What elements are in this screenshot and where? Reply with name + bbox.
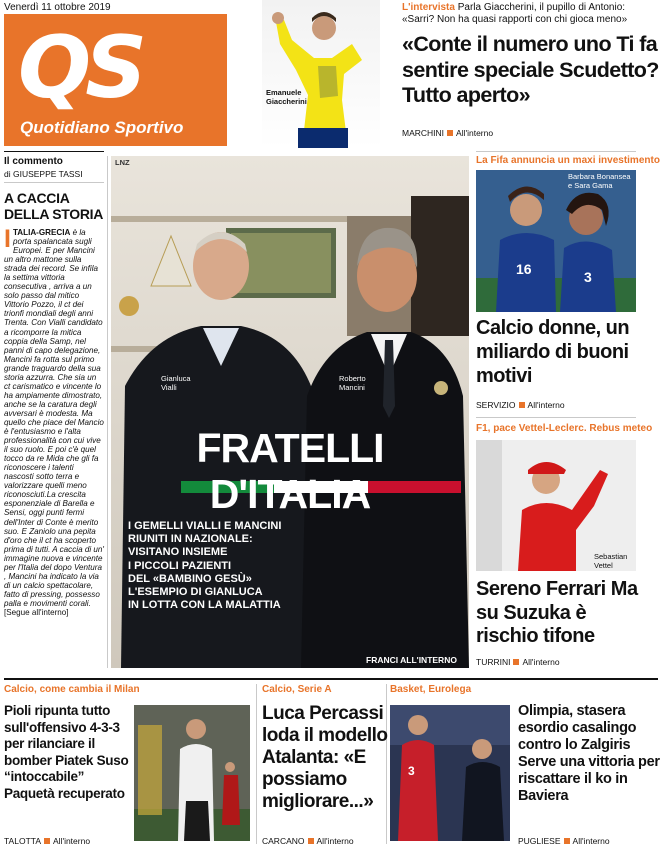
commentary-text: è la porta spalancata sugli Europei. E per Mancini un altro mattone sulla strada dei record. Se infila la settima vittoria consecutiva , arriva a un solo passo dal mitico Vittorio Pozzo, il ct dei trionfi mondiali degli anni Trenta. Con Vialli candidato a ricomporre la mitica coppia della Samp, nel panni di capo delegazione, Mancini fa rotta sul primo grande traguardo della sua storia azzurra. Che sia un ct carismatico e vincente lo ha ampiamente dimostrato, anche se la caratura degli avversari è modesta. Ma quello che piace del Mancio è l'entusiasmo e l'alta professionalità con cui vive il suo ruolo. E poi c'è quel tocco da re Mida che gli fa riconoscere i talenti nascosti sotto terra e valorizzare quelli meno riconosciuti.La crescita esponenziale di Barella e Sensi, oggi punti fermi dell'Inter di Conte è merito suo. E Zaniolo una pepita d'oro che il ct ha scoperto prima di tutti. A caccia di un' immagine nuova e vincente per l'Italia del dopo Ventura , Mancini ha indicato la via di un calcio spettacolare, fatto di pressing, possesso palla e movimenti corali. [4, 228, 104, 608]
vettel-caption: Sebastian Vettel [594, 552, 628, 570]
basket-headline[interactable]: Olimpia, stasera esordio casalingo contro lo Zalgiris Serve una vittoria per riscattare il ko in Baviera [518, 703, 660, 804]
women-football-caption: Barbara Bonansea e Sara Gama [568, 172, 631, 190]
main-subheadline-line: L'ESEMPIO DI GIANLUCA [128, 586, 263, 599]
olimpia-photo[interactable] [390, 705, 510, 841]
mancini-badge: Roberto Mancini [339, 374, 366, 392]
bullet-square-icon [308, 838, 314, 844]
bullet-square-icon [513, 659, 519, 665]
giaccherini-caption: Emanuele Giaccherini [266, 88, 307, 106]
women-football-ref[interactable]: All'interno [527, 400, 565, 410]
column-divider [256, 684, 257, 844]
divider [476, 417, 636, 418]
basket-byline [518, 836, 610, 846]
milan-author: TALOTTA [4, 836, 41, 846]
masthead-logo[interactable] [4, 14, 227, 146]
atalanta-ref[interactable]: All'interno [316, 836, 354, 846]
basket-ref[interactable]: All'interno [572, 836, 610, 846]
commentary-continue-link[interactable]: [Segue all'interno] [4, 607, 69, 617]
bullet-square-icon [44, 838, 50, 844]
milan-byline [4, 836, 90, 846]
bullet-square-icon [564, 838, 570, 844]
svg-text:3: 3 [584, 269, 592, 285]
main-headline[interactable]: FRATELLI D'ITALIA [196, 425, 384, 517]
women-football-byline [476, 400, 565, 410]
commentary-body [4, 225, 104, 617]
logo-text: QS [18, 18, 142, 118]
f1-byline [476, 657, 560, 667]
commentary-title[interactable]: A CACCIA DELLA STORIA [4, 190, 104, 222]
main-subheadline-line: I PICCOLI PAZIENTI [128, 559, 232, 572]
interview-kicker-label: L'intervista [402, 2, 455, 13]
atalanta-byline [262, 836, 354, 846]
commentary-author: di GIUSEPPE TASSI [4, 169, 83, 179]
divider [4, 151, 104, 152]
main-subheadline-line: DEL «BAMBINO GESÙ» [128, 572, 252, 585]
bullet-square-icon [519, 402, 525, 408]
f1-kicker: F1, pace Vettel-Leclerc. Rebus meteo [476, 423, 653, 434]
atalanta-kicker: Calcio, Serie A [262, 684, 332, 695]
women-football-kicker: La Fifa annuncia un maxi investimento [476, 155, 660, 166]
column-divider [107, 156, 108, 668]
vialli-badge: Gianluca Vialli [161, 374, 191, 392]
main-subheadline-line: RIUNITI IN NAZIONALE: [128, 533, 253, 546]
main-subheadline-line: VISITANO INSIEME [128, 546, 228, 559]
svg-text:3: 3 [408, 764, 415, 778]
interview-author: MARCHINI [402, 128, 445, 138]
divider [476, 151, 636, 152]
bottom-band-divider [4, 678, 658, 680]
women-football-photo[interactable] [476, 170, 636, 312]
atalanta-author: CARCANO [262, 836, 305, 846]
f1-ref[interactable]: All'interno [522, 657, 560, 667]
f1-author: TURRINI [476, 657, 511, 667]
vettel-photo[interactable] [476, 440, 636, 571]
interview-kicker [402, 2, 660, 26]
commentary-label: Il commento [4, 156, 63, 167]
players-celebrating-icon [476, 170, 636, 312]
interview-kicker-text: Parla Giaccherini, il pupillo di Antonio: «Sarri? Non ha quasi rapporti con chi gioca meno» [402, 2, 628, 25]
pioli-figure-icon [134, 705, 250, 841]
main-subheadline-line: I GEMELLI VIALLI E MANCINI [128, 520, 282, 532]
interview-byline [402, 128, 493, 138]
pioli-photo[interactable] [134, 705, 250, 841]
women-football-section: SERVIZIO [476, 400, 516, 410]
bullet-square-icon [447, 130, 453, 136]
milan-headline[interactable]: Pioli ripunta tutto sull'offensivo 4-3-3 per rilanciare il bomber Piatek Suso “intoccabile” Paquetà recuperato [4, 703, 129, 801]
giaccherini-photo[interactable] [262, 0, 380, 148]
giaccherini-figure-icon [262, 0, 380, 148]
photo-agency-tag: LNZ [115, 158, 130, 167]
commentary-lead: TALIA-GRECIA [12, 228, 71, 237]
basket-author: PUGLIESE [518, 836, 561, 846]
main-subheadline-line: IN LOTTA CON LA MALATTIA [128, 599, 281, 612]
interview-ref[interactable]: All'interno [456, 128, 494, 138]
basketball-players-icon [390, 705, 510, 841]
f1-headline[interactable]: Sereno Ferrari Ma su Suzuka è rischio tifone [476, 578, 638, 647]
svg-text:16: 16 [516, 261, 532, 277]
main-subheadline [128, 520, 328, 612]
logo-subtitle: Quotidiano Sportivo [20, 118, 184, 137]
milan-ref[interactable]: All'interno [53, 836, 91, 846]
drop-cap: I [4, 225, 11, 253]
main-story-credit[interactable]: FRANCI ALL'INTERNO [366, 655, 457, 665]
interview-headline[interactable]: «Conte il numero uno Ti fa sentire speciale Scudetto? Tutto aperto» [402, 32, 659, 107]
basket-kicker: Basket, Eurolega [390, 684, 472, 695]
issue-date: Venerdì 11 ottobre 2019 [4, 2, 111, 13]
milan-kicker: Calcio, come cambia il Milan [4, 684, 140, 695]
divider [4, 182, 104, 183]
atalanta-headline[interactable]: Luca Percassi loda il modello Atalanta: «E possiamo migliorare...» [262, 703, 388, 812]
women-football-headline[interactable]: Calcio donne, un miliardo di buoni motivi [476, 317, 630, 387]
